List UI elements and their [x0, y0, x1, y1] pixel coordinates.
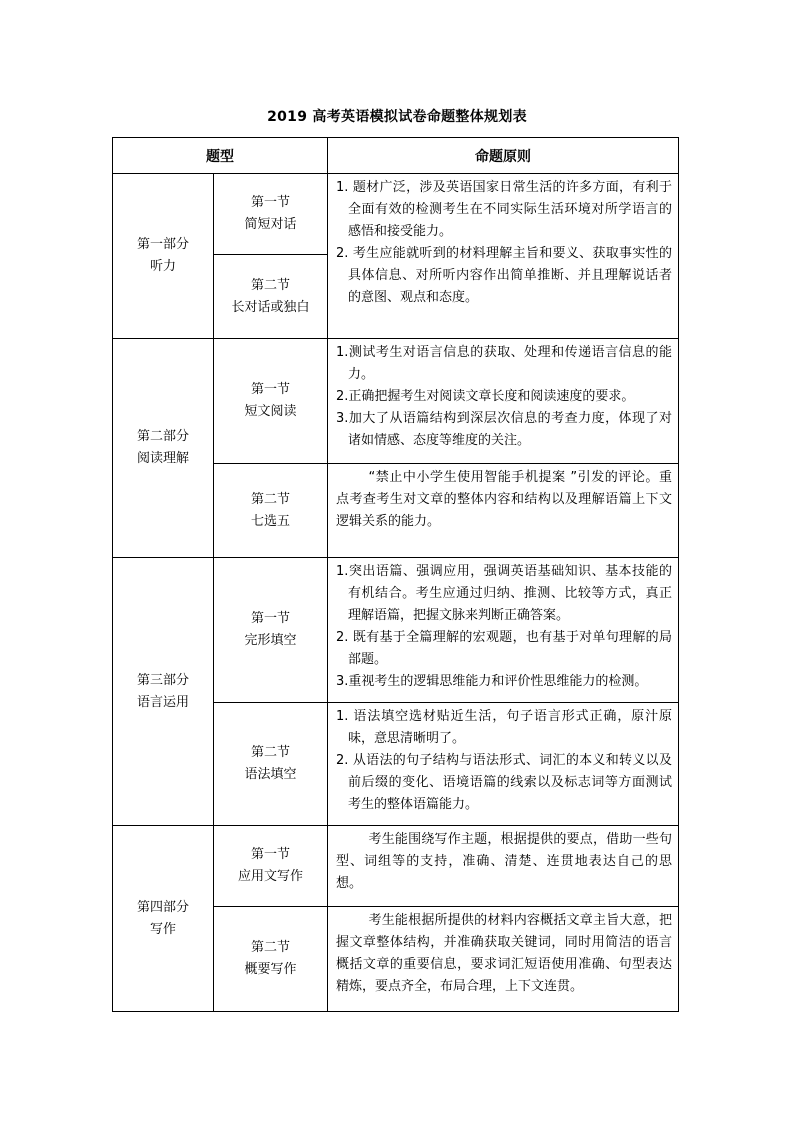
section-cell: 第二节 长对话或独白 — [214, 255, 328, 339]
section-cell: 第二节 语法填空 — [214, 703, 328, 826]
header-type: 题型 — [113, 138, 328, 174]
table-row — [113, 174, 679, 255]
principle-item: 2. 从语法的句子结构与语法形式、词汇的本义和转义以及前后缀的变化、语境语篇的线索以及标志词等方面测试考生的整体语篇能力。 — [336, 753, 672, 812]
principle-paragraph: 考生能根据所提供的材料内容概括文章主旨大意，把握文章整体结构，并准确获取关键词，同时用简洁的语言概括文章的重要信息，要求词汇短语使用准确、句型表达精炼，要点齐全，布局合理，上下文连贯。 — [336, 913, 672, 994]
section-cell: 第一节 应用文写作 — [214, 826, 328, 907]
section-cell: 第二节 七选五 — [214, 464, 328, 558]
principle-item: 2.正确把握考生对阅读文章长度和阅读速度的要求。 — [336, 389, 635, 404]
principle-item: 2. 既有基于全篇理解的宏观题，也有基于对单句理解的局部题。 — [336, 630, 672, 667]
table-row — [113, 558, 679, 703]
principle-item: 2. 考生应能就听到的材料理解主旨和要义、获取事实性的具体信息、对所听内容作出简单推断、并且理解说话者的意图、观点和态度。 — [336, 246, 672, 305]
principle-item: 1.测试考生对语言信息的获取、处理和传递语言信息的能力。 — [336, 345, 672, 382]
part-cell-listening: 第一部分 听力 — [113, 174, 214, 339]
page-title: 2019 高考英语模拟试卷命题整体规划表 — [267, 109, 527, 125]
section-cell: 第二节 概要写作 — [214, 907, 328, 1012]
principle-cell — [328, 826, 679, 907]
header-principle: 命题原则 — [328, 138, 679, 174]
principle-cell — [328, 703, 679, 826]
plan-table — [112, 137, 679, 1012]
table-row — [113, 826, 679, 907]
section-cell: 第一节 短文阅读 — [214, 339, 328, 464]
principle-item: 3.加大了从语篇结构到深层次信息的考查力度，体现了对诸如情感、态度等维度的关注。 — [336, 411, 672, 448]
part-cell-reading: 第二部分 阅读理解 — [113, 339, 214, 558]
principle-paragraph: 考生能围绕写作主题，根据提供的要点，借助一些句型、词组等的支持，准确、清楚、连贯地表达自己的思想。 — [336, 832, 672, 891]
principle-item: 1. 题材广泛，涉及英语国家日常生活的许多方面，有利于全面有效的检测考生在不同实际生活环境对所学语言的感悟和接受能力。 — [336, 180, 672, 239]
principle-cell — [328, 464, 679, 558]
principle-cell — [328, 174, 679, 339]
part-cell-writing: 第四部分 写作 — [113, 826, 214, 1012]
principle-paragraph: “禁止中小学生使用智能手机提案 ”引发的评论。重点考查考生对文章的整体内容和结构以及理解语篇上下文逻辑关系的能力。 — [336, 470, 672, 529]
principle-item: 1.突出语篇、强调应用，强调英语基础知识、基本技能的有机结合。考生应通过归纳、推测、比较等方式，真正理解语篇，把握文脉来判断正确答案。 — [336, 564, 672, 623]
table-header-row — [113, 138, 679, 174]
principle-item: 3.重视考生的逻辑思维能力和评价性思维能力的检测。 — [336, 674, 648, 689]
principle-cell — [328, 907, 679, 1012]
principle-item: 1. 语法填空选材贴近生活，句子语言形式正确，原汁原味，意思清晰明了。 — [336, 709, 672, 746]
section-cell: 第一节 简短对话 — [214, 174, 328, 255]
table-row — [113, 339, 679, 464]
principle-cell — [328, 558, 679, 703]
part-cell-language-use: 第三部分 语言运用 — [113, 558, 214, 826]
principle-cell — [328, 339, 679, 464]
section-cell: 第一节 完形填空 — [214, 558, 328, 703]
